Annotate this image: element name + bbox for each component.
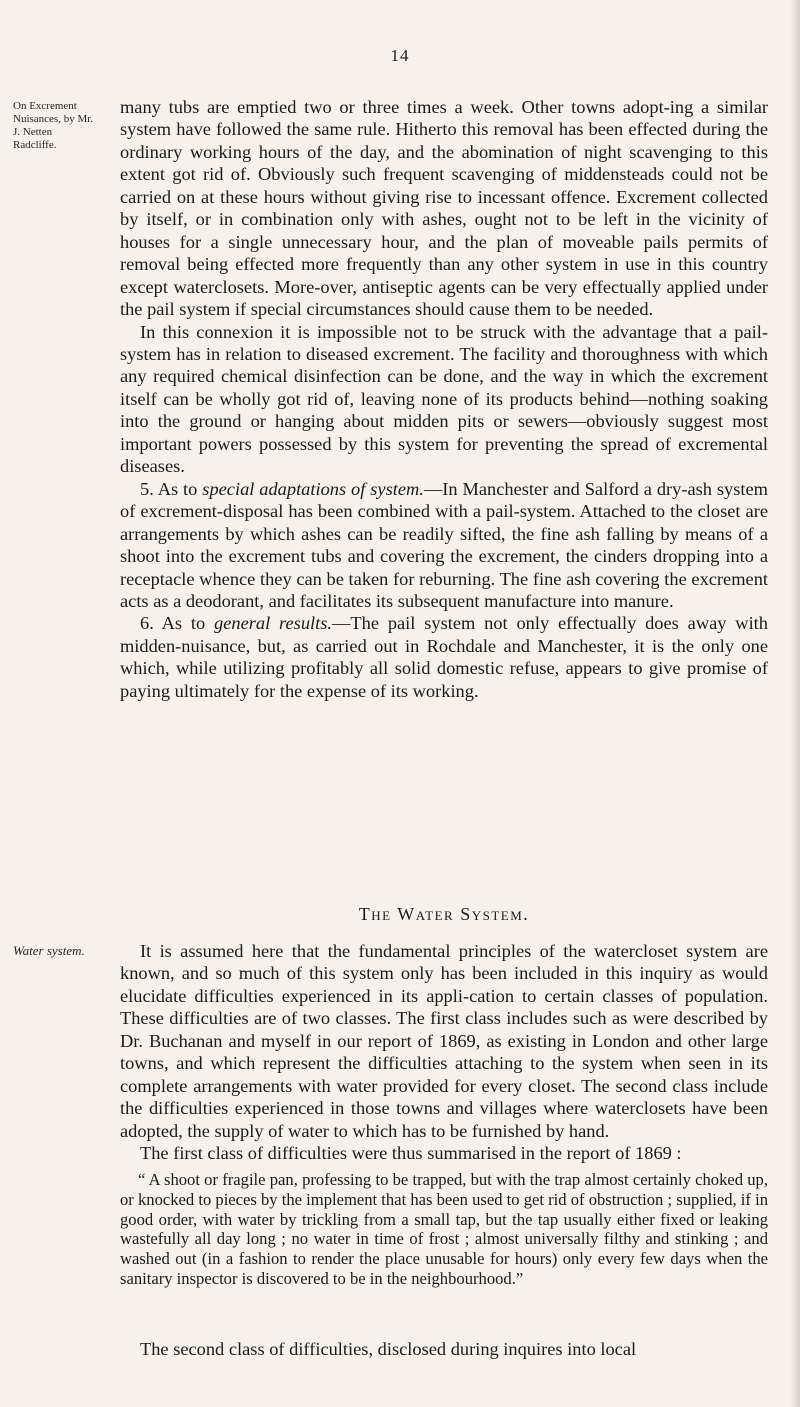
general-results-emphasis: general results. [214, 613, 332, 634]
page-number: 14 [390, 46, 410, 65]
paragraph-special-adaptations [120, 478, 768, 613]
main-text-part-3 [120, 1338, 768, 1360]
general-results-prefix: 6. As to [140, 613, 215, 634]
special-adaptations-prefix: 5. As to [140, 478, 203, 499]
paragraph-diseased-excrement: In this connexion it is impossible not to be struck with the advantage that a pail-system has in relation to diseased excrement. The facility and thoroughness with which any required chemical disinfection can be done, and the way in which the excrement itself can be wholly got rid of, leaving none of its products behind—nothing soaking into the ground or hanging about midden pits or sewers—obviously suggest most important powers possessed by this system for preventing the spread of excremental diseases. [120, 321, 768, 477]
page-edge-shadow [790, 0, 800, 1407]
quotation-report-1869 [120, 1170, 768, 1289]
quotation-text: “ A shoot or fragile pan, professing to be trapped, but with the trap almost certainly choked up, or knocked to pieces by the implement that has been used to get rid of obstruction ; supplied, if in good order, with water by trickling from a small tap, but the tap usually either fixed or leaking wastefully all day long ; no water in time of frost ; almost universally filthy and stinking ; and washed out (in a fashion to render the place unusable for hours) only every few days when the sanitary inspector is discovered to be in the neighbourhood.” [120, 1170, 768, 1288]
main-text-part-1 [120, 96, 768, 702]
special-adaptations-emphasis: special adaptations of system. [202, 478, 424, 499]
main-text-part-2 [120, 940, 768, 1165]
paragraph-water-system-intro: It is assumed here that the fundamental principles of the watercloset system are known, and so much of this system only has been included in this inquiry as would elucidate difficulties experienced in its appli-cation to certain classes of population. These difficulties are of two classes. The first class includes such as were described by Dr. Buchanan and myself in our report of 1869, as existing in London and other large towns, and which represent the difficulties attaching to the system when seen in its complete arrangements with water provided for every closet. The second class include the difficulties experienced in those towns and villages where waterclosets have been adopted, the supply of water to which has to be furnished by hand. [120, 941, 768, 1141]
paragraph-general-results [120, 612, 768, 702]
margin-note-water-system: Water system. [13, 943, 85, 958]
general-results-text: —The pail system not only effectually does away with midden-nuisance, but, as carried out in Rochdale and Manchester, it is the only one which, while utilizing profitably all solid domestic refuse, appears to give promise of paying ultimately for the expense of its working. [120, 613, 768, 701]
paragraph-tub-emptying: many tubs are emptied two or three times a week. Other towns adopt-ing a similar system have followed the same rule. Hitherto this removal has been effected during the ordinary working hours of the day, and the abomination of night scavenging to this extent got rid of. Obviously such frequent scavenging of middensteads could not be carried on at these hours without giving rise to incessant offence. Excrement collected by itself, or in combination only with ashes, ought not to be left in the vicinity of houses for a single unnecessary hour, and the plan of moveable pails permits of removal being effected more frequently than any other system in use in this country except waterclosets. More-over, antiseptic agents can be very effectually applied under the pail system if special circumstances should cause them to be needed. [120, 97, 768, 320]
paragraph-second-class-difficulties: The second class of difficulties, disclosed during inquires into local [140, 1339, 637, 1359]
margin-note-excrement-nuisances: On Excrement Nuisances, by Mr. J. Netten Radcliffe. [13, 100, 94, 151]
section-heading-water-system: The Water System. [358, 904, 530, 924]
special-adaptations-text: —In Manchester and Salford a dry-ash system of excrement-disposal has been combined with a pail-system. Attached to the closet are arrangements by which ashes can be readily sifted, the fine ash falling by means of a shoot into the excrement tubs and covering the excrement, the cinders dropping into a receptacle whence they can be taken for reburning. The fine ash covering the excrement acts as a deodorant, and facilitates its subsequent manufacture into manure. [120, 478, 768, 611]
paragraph-report-summary: The first class of difficulties were thus summarised in the report of 1869 : [140, 1143, 682, 1164]
